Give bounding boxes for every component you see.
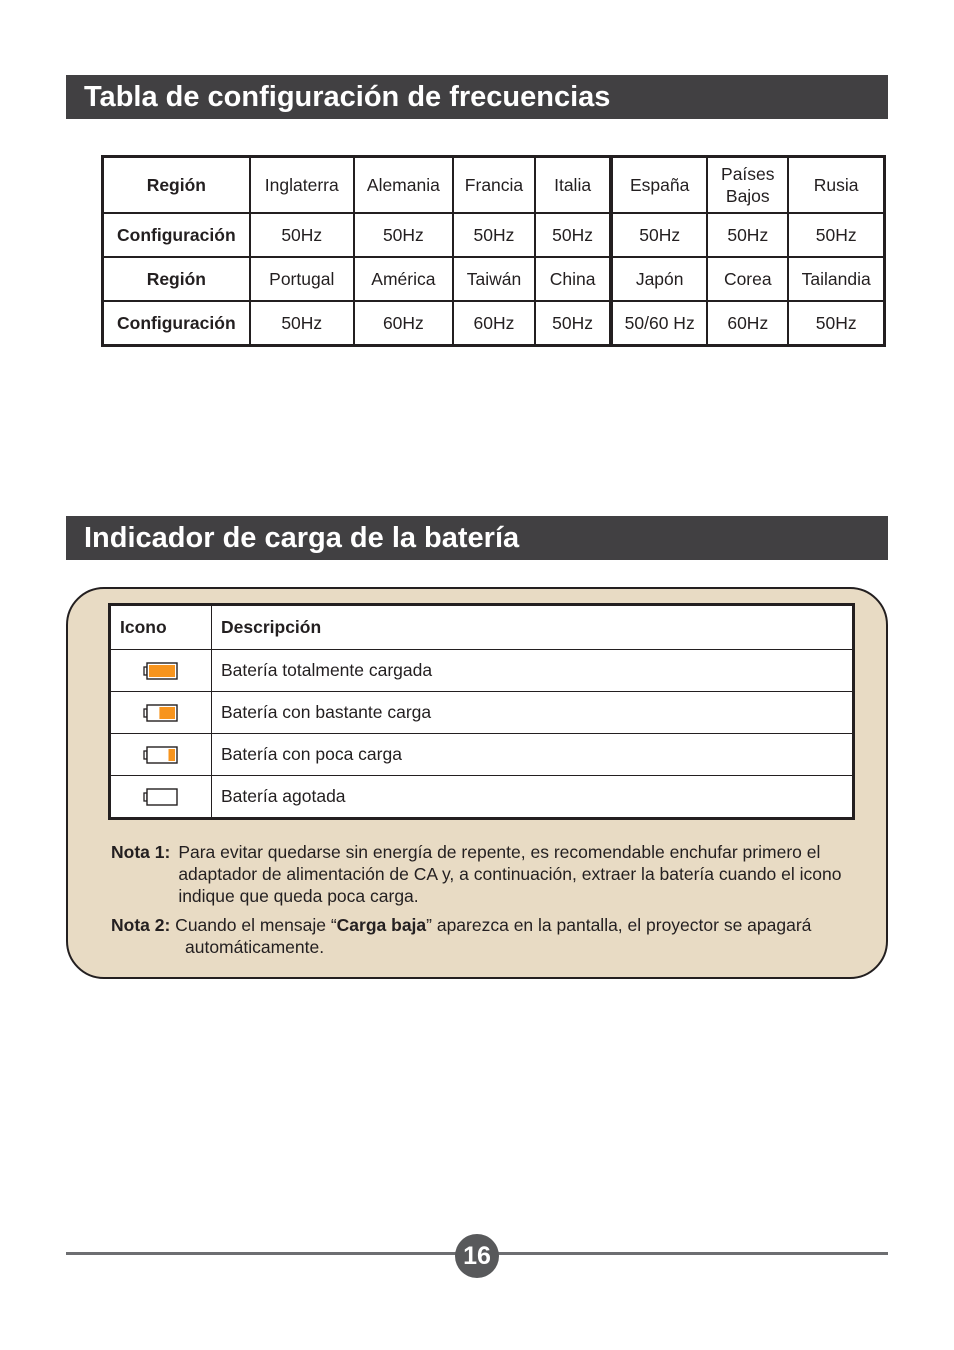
frequency-cell: Inglaterra — [250, 157, 354, 214]
frequency-cell: 50Hz — [354, 213, 453, 257]
frequency-cell: Rusia — [788, 157, 884, 214]
frequency-cell: 50Hz — [453, 213, 535, 257]
frequency-cell: 50Hz — [788, 301, 884, 346]
row-label: Región — [103, 157, 250, 214]
frequency-cell: Taiwán — [453, 257, 535, 301]
battery-table-header — [110, 605, 854, 650]
frequency-section-title: Tabla de configuración de frecuencias — [66, 75, 888, 119]
frequency-cell: Tailandia — [788, 257, 884, 301]
frequency-cell: Corea — [707, 257, 788, 301]
battery-icon-cell — [110, 692, 212, 734]
frequency-cell: 50Hz — [535, 213, 611, 257]
note-2-text: Cuando el mensaje “ — [170, 915, 337, 935]
frequency-cell: 50Hz — [535, 301, 611, 346]
frequency-cell: Italia — [535, 157, 611, 214]
battery-row — [110, 692, 854, 734]
frequency-cell: Francia — [453, 157, 535, 214]
battery-icon-cell — [110, 734, 212, 776]
battery-low-icon — [143, 744, 179, 766]
note-1-label: Nota 1: — [111, 842, 171, 862]
battery-row — [110, 776, 854, 819]
battery-empty-icon — [143, 786, 179, 808]
note-1 — [111, 841, 871, 907]
note-2 — [111, 914, 871, 958]
frequency-row — [103, 301, 885, 346]
frequency-table — [101, 155, 886, 347]
battery-description: Batería con bastante carga — [212, 692, 854, 734]
battery-section-title: Indicador de carga de la batería — [66, 516, 888, 560]
battery-description: Batería con poca carga — [212, 734, 854, 776]
frequency-cell: 50/60 Hz — [611, 301, 707, 346]
frequency-cell: 50Hz — [707, 213, 788, 257]
frequency-cell: 60Hz — [453, 301, 535, 346]
battery-icon-cell — [110, 650, 212, 692]
note-2-continued: automáticamente. — [185, 937, 325, 957]
frequency-cell: Países Bajos — [707, 157, 788, 214]
note-2-highlight: Carga baja — [336, 915, 427, 935]
note-2-text-end: ” aparezca en la pantalla, el proyector se apagará — [426, 915, 812, 935]
frequency-row — [103, 213, 885, 257]
frequency-cell: 50Hz — [788, 213, 884, 257]
frequency-cell: Portugal — [250, 257, 354, 301]
battery-description: Batería totalmente cargada — [212, 650, 854, 692]
battery-indicator-table — [108, 603, 855, 820]
icon-column-header: Icono — [110, 605, 212, 650]
row-label: Configuración — [103, 301, 250, 346]
frequency-cell: China — [535, 257, 611, 301]
frequency-cell: Alemania — [354, 157, 453, 214]
frequency-cell: España — [611, 157, 707, 214]
frequency-cell: 60Hz — [707, 301, 788, 346]
frequency-cell: 50Hz — [250, 213, 354, 257]
battery-mostly-charged-icon — [143, 702, 179, 724]
description-column-header: Descripción — [212, 605, 854, 650]
frequency-cell: 60Hz — [354, 301, 453, 346]
battery-icon-cell — [110, 776, 212, 819]
battery-row — [110, 650, 854, 692]
frequency-row — [103, 157, 885, 214]
frequency-cell: América — [354, 257, 453, 301]
frequency-row — [103, 257, 885, 301]
battery-full-icon — [143, 660, 179, 682]
row-label: Región — [103, 257, 250, 301]
frequency-cell: Japón — [611, 257, 707, 301]
frequency-cell: 50Hz — [250, 301, 354, 346]
row-label: Configuración — [103, 213, 250, 257]
battery-row — [110, 734, 854, 776]
frequency-cell: 50Hz — [611, 213, 707, 257]
note-2-label: Nota 2: — [111, 915, 171, 935]
battery-description: Batería agotada — [212, 776, 854, 819]
page-number: 16 — [455, 1234, 499, 1278]
note-1-text: Para evitar quedarse sin energía de repente, es recomendable enchufar primero el adaptador de alimentación de CA y, a continuación, extraer la batería cuando el icono indique que queda poca carga. — [178, 842, 842, 906]
